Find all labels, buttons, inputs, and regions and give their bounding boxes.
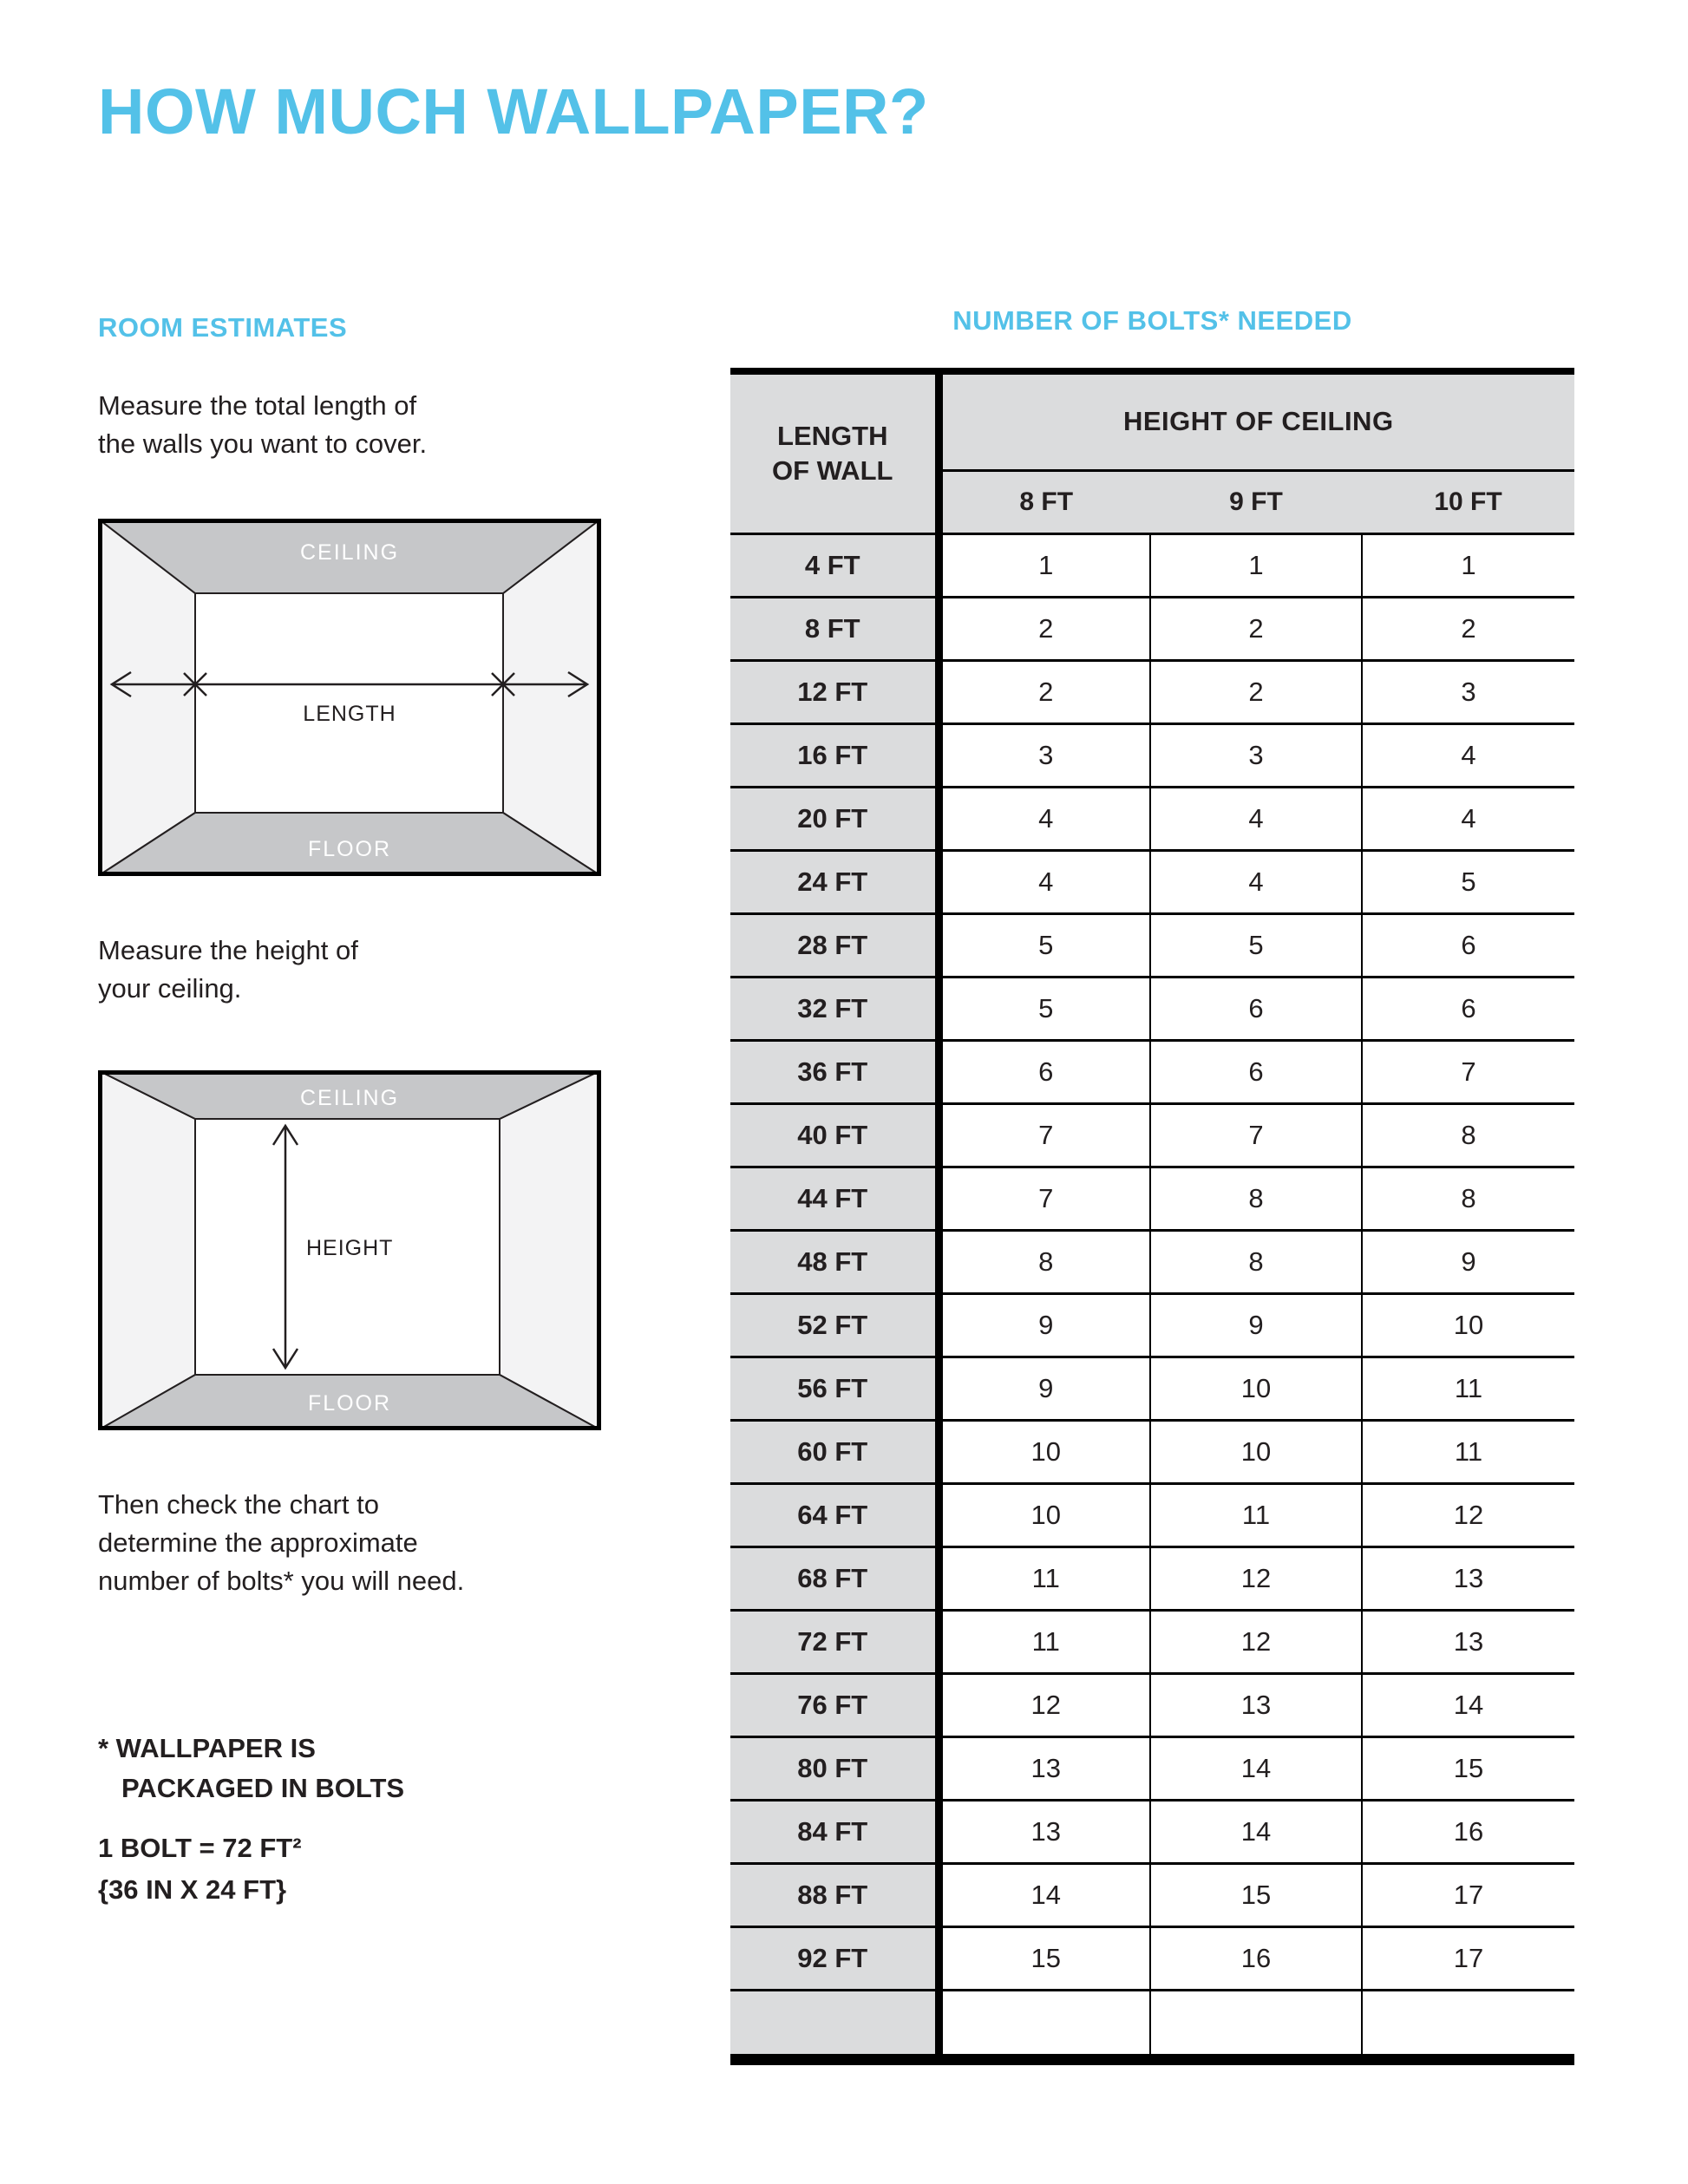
table-row	[730, 1546, 1574, 1610]
wall-length-cell: 24 FT	[730, 850, 939, 913]
bolt-count-cell: 4	[1150, 850, 1362, 913]
bolt-count-cell: 10	[1362, 1293, 1574, 1357]
page-title: HOW MUCH WALLPAPER?	[98, 75, 929, 147]
bolt-count-cell: 8	[1362, 1167, 1574, 1230]
wall-length-cell: 84 FT	[730, 1800, 939, 1863]
text-line: LENGTH	[777, 420, 888, 451]
table-row	[730, 1483, 1574, 1546]
bolt-count-cell: 7	[1150, 1103, 1362, 1167]
bolts-table-section	[730, 305, 1574, 2065]
bolt-count-cell: 12	[1362, 1483, 1574, 1546]
bolt-count-cell: 6	[1150, 977, 1362, 1040]
text-line: {36 IN X 24 FT}	[98, 1874, 287, 1905]
text-line: * WALLPAPER IS	[98, 1733, 316, 1763]
bolt-count-cell: 15	[1150, 1863, 1362, 1926]
text-line: number of bolts* you will need.	[98, 1566, 465, 1596]
filler-cell	[1362, 1990, 1574, 2054]
table-row	[730, 597, 1574, 660]
bolt-count-cell: 7	[939, 1103, 1150, 1167]
ceiling-10ft-column-header: 10 FT	[1362, 470, 1574, 533]
bolt-count-cell: 10	[939, 1420, 1150, 1483]
wall-length-cell: 28 FT	[730, 913, 939, 977]
instruction-measure-length	[98, 387, 618, 463]
bolt-count-cell: 10	[939, 1483, 1150, 1546]
floor-label: FLOOR	[307, 837, 392, 861]
bolt-count-cell: 9	[939, 1293, 1150, 1357]
room-length-diagram	[98, 519, 601, 876]
bolt-count-cell: 4	[1362, 723, 1574, 787]
wall-length-cell: 32 FT	[730, 977, 939, 1040]
bolt-count-cell: 2	[1150, 660, 1362, 723]
ceiling-9ft-column-header: 9 FT	[1150, 470, 1362, 533]
bolt-count-cell: 13	[1362, 1610, 1574, 1673]
wall-length-cell: 16 FT	[730, 723, 939, 787]
bolt-count-cell: 9	[1362, 1230, 1574, 1293]
bolt-count-cell: 11	[939, 1546, 1150, 1610]
wall-length-cell: 64 FT	[730, 1483, 939, 1546]
bolt-count-cell: 14	[1362, 1673, 1574, 1736]
table-row	[730, 723, 1574, 787]
bolt-definition	[98, 1828, 618, 1911]
table-row	[730, 1863, 1574, 1926]
bolt-count-cell: 4	[939, 850, 1150, 913]
bolts-table-body	[730, 533, 1574, 1990]
length-label: LENGTH	[303, 702, 396, 726]
height-label: HEIGHT	[306, 1236, 394, 1260]
text-line: Measure the height of	[98, 935, 358, 965]
bolt-count-cell: 16	[1362, 1800, 1574, 1863]
height-of-ceiling-header: HEIGHT OF CEILING	[939, 375, 1574, 470]
bolt-count-cell: 7	[1362, 1040, 1574, 1103]
table-row	[730, 1293, 1574, 1357]
bolt-count-cell: 5	[1150, 913, 1362, 977]
table-row	[730, 977, 1574, 1040]
table-row	[730, 1167, 1574, 1230]
bolt-count-cell: 1	[1362, 533, 1574, 597]
wall-length-cell: 68 FT	[730, 1546, 939, 1610]
bolt-count-cell: 5	[939, 913, 1150, 977]
wall-length-cell: 4 FT	[730, 533, 939, 597]
table-row	[730, 913, 1574, 977]
bolt-count-cell: 2	[1362, 597, 1574, 660]
bolt-count-cell: 11	[1150, 1483, 1362, 1546]
wall-length-cell: 60 FT	[730, 1420, 939, 1483]
wallpaper-bolts-footnote	[98, 1729, 618, 1808]
table-row	[730, 533, 1574, 597]
bolt-count-cell: 12	[939, 1673, 1150, 1736]
table-row	[730, 1800, 1574, 1863]
bolt-count-cell: 15	[939, 1926, 1150, 1990]
table-row	[730, 1420, 1574, 1483]
bolt-count-cell: 13	[1150, 1673, 1362, 1736]
bolt-count-cell: 2	[939, 660, 1150, 723]
bolt-count-cell: 13	[939, 1736, 1150, 1800]
wall-length-cell: 8 FT	[730, 597, 939, 660]
bolt-count-cell: 6	[1362, 913, 1574, 977]
table-row	[730, 1103, 1574, 1167]
wall-length-cell: 36 FT	[730, 1040, 939, 1103]
text-line: OF WALL	[772, 454, 893, 486]
ceiling-label: CEILING	[299, 1086, 400, 1110]
bolt-count-cell: 12	[1150, 1610, 1362, 1673]
bolts-table	[730, 375, 1574, 2054]
bolt-count-cell: 16	[1150, 1926, 1362, 1990]
bolt-count-cell: 12	[1150, 1546, 1362, 1610]
bolt-count-cell: 8	[1362, 1103, 1574, 1167]
table-row	[730, 1357, 1574, 1420]
instruction-check-chart	[98, 1486, 618, 1600]
bolt-count-cell: 14	[1150, 1800, 1362, 1863]
wall-length-cell: 12 FT	[730, 660, 939, 723]
wall-length-cell: 80 FT	[730, 1736, 939, 1800]
bolt-count-cell: 11	[1362, 1420, 1574, 1483]
ceiling-label: CEILING	[299, 540, 400, 565]
bolt-count-cell: 6	[1150, 1040, 1362, 1103]
bolt-count-cell: 10	[1150, 1357, 1362, 1420]
room-estimates-heading: ROOM ESTIMATES	[98, 312, 348, 343]
table-row	[730, 1736, 1574, 1800]
text-line: 1 BOLT = 72 FT²	[98, 1833, 302, 1863]
bolt-count-cell: 17	[1362, 1863, 1574, 1926]
bolt-count-cell: 14	[939, 1863, 1150, 1926]
wall-length-cell: 76 FT	[730, 1673, 939, 1736]
table-row	[730, 1040, 1574, 1103]
bolt-count-cell: 13	[1362, 1546, 1574, 1610]
text-line: your ceiling.	[98, 973, 242, 1004]
ceiling-8ft-column-header: 8 FT	[939, 470, 1150, 533]
bolt-count-cell: 5	[1362, 850, 1574, 913]
table-row	[730, 850, 1574, 913]
table-row	[730, 1230, 1574, 1293]
table-row	[730, 1926, 1574, 1990]
bolt-count-cell: 3	[1150, 723, 1362, 787]
bolt-count-cell: 3	[939, 723, 1150, 787]
right-wall-surface	[500, 1070, 601, 1430]
bolts-needed-heading: NUMBER OF BOLTS* NEEDED	[952, 305, 1352, 336]
bolt-count-cell: 2	[1150, 597, 1362, 660]
wall-length-cell: 72 FT	[730, 1610, 939, 1673]
text-line: determine the approximate	[98, 1527, 418, 1558]
text-line: the walls you want to cover.	[98, 428, 428, 459]
bolt-count-cell: 8	[939, 1230, 1150, 1293]
bolts-table-wrap	[730, 368, 1574, 2065]
table-row	[730, 660, 1574, 723]
floor-label: FLOOR	[307, 1391, 392, 1416]
wall-length-cell: 20 FT	[730, 787, 939, 850]
bolt-count-cell: 11	[939, 1610, 1150, 1673]
wall-length-cell: 56 FT	[730, 1357, 939, 1420]
bolt-count-cell: 8	[1150, 1167, 1362, 1230]
text-line: Then check the chart to	[98, 1489, 379, 1520]
wall-length-cell: 88 FT	[730, 1863, 939, 1926]
text-line: PACKAGED IN BOLTS	[121, 1773, 405, 1803]
bolt-count-cell: 6	[1362, 977, 1574, 1040]
room-height-diagram	[98, 1070, 601, 1430]
filler-cell	[1150, 1990, 1362, 2054]
wall-length-cell: 40 FT	[730, 1103, 939, 1167]
bolt-count-cell: 3	[1362, 660, 1574, 723]
bolt-count-cell: 7	[939, 1167, 1150, 1230]
bolt-count-cell: 4	[1362, 787, 1574, 850]
bolt-count-cell: 6	[939, 1040, 1150, 1103]
bolt-count-cell: 8	[1150, 1230, 1362, 1293]
table-row	[730, 1610, 1574, 1673]
table-row	[730, 1673, 1574, 1736]
bolt-count-cell: 4	[939, 787, 1150, 850]
filler-cell	[939, 1990, 1150, 2054]
wall-length-cell: 92 FT	[730, 1926, 939, 1990]
bolt-count-cell: 4	[1150, 787, 1362, 850]
bolt-count-cell: 1	[939, 533, 1150, 597]
bolt-count-cell: 10	[1150, 1420, 1362, 1483]
room-estimates-section	[98, 312, 618, 1911]
bolt-count-cell: 14	[1150, 1736, 1362, 1800]
bolt-count-cell: 15	[1362, 1736, 1574, 1800]
bolt-count-cell: 1	[1150, 533, 1362, 597]
wall-length-cell: 48 FT	[730, 1230, 939, 1293]
length-of-wall-header	[730, 375, 939, 533]
left-wall-surface	[98, 1070, 195, 1430]
bolt-count-cell: 11	[1362, 1357, 1574, 1420]
table-row	[730, 787, 1574, 850]
bolt-count-cell: 5	[939, 977, 1150, 1040]
bolt-count-cell: 13	[939, 1800, 1150, 1863]
table-header-row	[730, 375, 1574, 470]
text-line: Measure the total length of	[98, 390, 417, 421]
instruction-measure-height	[98, 932, 618, 1008]
bolt-count-cell: 2	[939, 597, 1150, 660]
bolt-count-cell: 9	[1150, 1293, 1362, 1357]
filler-cell	[730, 1990, 939, 2054]
wall-length-cell: 52 FT	[730, 1293, 939, 1357]
table-filler-row	[730, 1990, 1574, 2054]
bolt-count-cell: 17	[1362, 1926, 1574, 1990]
wall-length-cell: 44 FT	[730, 1167, 939, 1230]
bolt-count-cell: 9	[939, 1357, 1150, 1420]
